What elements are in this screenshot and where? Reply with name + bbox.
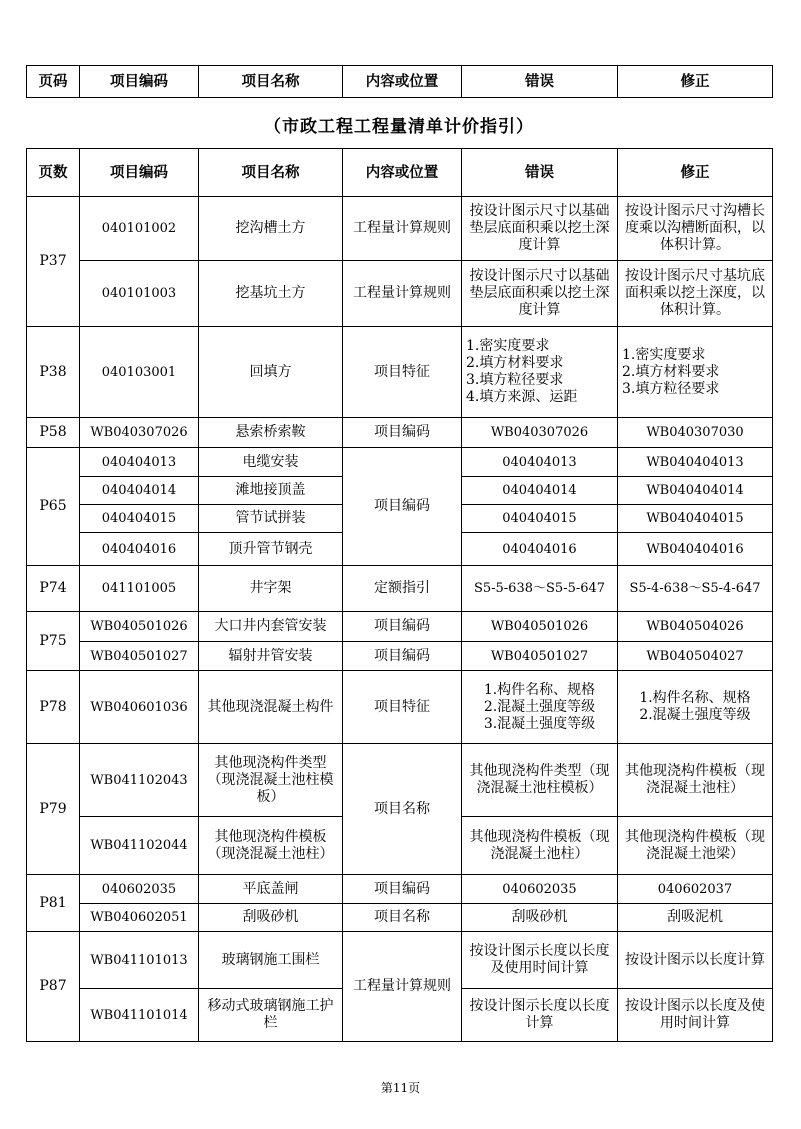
code-cell: WB040307026: [80, 418, 199, 448]
error-cell: WB040501027: [462, 642, 618, 671]
name-cell: 其他现浇混凝土构件: [199, 671, 343, 744]
fix-cell: 按设计图示以长度及使用时间计算: [618, 989, 773, 1042]
position-cell: 项目编码: [343, 642, 462, 671]
error-line: 2.混凝土强度等级: [483, 698, 596, 715]
col-fix: 修正: [618, 149, 773, 197]
position-cell: 工程量计算规则: [343, 932, 462, 1042]
error-cell: 其他现浇构件模板（现浇混凝土池柱）: [462, 817, 618, 875]
fix-line: 2.填方材料要求: [622, 363, 720, 380]
code-cell: WB040501026: [80, 612, 199, 642]
position-cell: 项目编码: [343, 418, 462, 448]
error-cell: 按设计图示尺寸以基础垫层底面积乘以挖土深度计算: [462, 197, 618, 261]
table-row: [27, 875, 773, 904]
page-cell: P37: [27, 197, 80, 327]
error-line: 3.填方粒径要求: [466, 372, 564, 388]
col-item-name: 项目名称: [199, 149, 343, 197]
fix-line: 3.填方粒径要求: [622, 380, 720, 397]
table-row: [27, 418, 773, 448]
page-cell: P75: [27, 612, 80, 671]
header-row: [27, 66, 773, 98]
error-cell: [462, 671, 618, 744]
col-error: 错误: [462, 149, 618, 197]
fix-cell: WB040504027: [618, 642, 773, 671]
code-cell: 040404016: [80, 533, 199, 566]
code-cell: WB041102044: [80, 817, 199, 875]
position-cell: 项目编码: [343, 612, 462, 642]
fix-cell: 按设计图示尺寸沟槽长度乘以沟槽断面积，以体积计算。: [618, 197, 773, 261]
table-row: [27, 671, 773, 744]
name-cell: 井字架: [199, 566, 343, 612]
error-cell: 按设计图示尺寸以基础垫层底面积乘以挖土深度计算: [462, 261, 618, 327]
code-cell: WB040601036: [80, 671, 199, 744]
fix-cell: 其他现浇构件模板（现浇混凝土池柱）: [618, 744, 773, 817]
col-page-code: 页码: [27, 66, 80, 98]
fix-cell: 其他现浇构件模板（现浇混凝土池梁）: [618, 817, 773, 875]
error-line: 1.构件名称、规格: [483, 681, 596, 698]
error-cell: [462, 327, 618, 418]
fix-cell: [618, 671, 773, 744]
table-row: [27, 261, 773, 327]
name-cell: 回填方: [199, 327, 343, 418]
header-table: [26, 65, 773, 98]
fix-cell: 按设计图示以长度计算: [618, 932, 773, 989]
fix-cell: WB040404016: [618, 533, 773, 566]
name-cell: 其他现浇构件模板（现浇混凝土池柱）: [199, 817, 343, 875]
table-row: [27, 932, 773, 989]
col-error: 错误: [462, 66, 618, 98]
error-line: 3.混凝土强度等级: [483, 715, 596, 732]
fix-cell: 040602037: [618, 875, 773, 904]
code-cell: WB041101014: [80, 989, 199, 1042]
page-cell: P78: [27, 671, 80, 744]
error-cell: WB040501026: [462, 612, 618, 642]
col-item-code: 项目编码: [80, 149, 199, 197]
table-row: [27, 448, 773, 477]
error-cell: 按设计图示长度以长度及使用时间计算: [462, 932, 618, 989]
code-cell: WB041102043: [80, 744, 199, 817]
table-row: [27, 566, 773, 612]
col-item-code: 项目编码: [80, 66, 199, 98]
code-cell: 040103001: [80, 327, 199, 418]
fix-line: 1.构件名称、规格: [639, 690, 751, 706]
table-row: [27, 612, 773, 642]
fix-cell: WB040404013: [618, 448, 773, 477]
table-row: [27, 904, 773, 932]
name-cell: 其他现浇构件类型（现浇混凝土池柱模板）: [199, 744, 343, 817]
table-row: [27, 327, 773, 418]
name-cell: 管节试拼装: [199, 505, 343, 533]
code-cell: 040404014: [80, 477, 199, 505]
position-cell: 定额指引: [343, 566, 462, 612]
fix-cell: WB040404015: [618, 505, 773, 533]
name-cell: 滩地接顶盖: [199, 477, 343, 505]
fix-cell: WB040307030: [618, 418, 773, 448]
header-row: [27, 149, 773, 197]
page-number: 第11页: [380, 1081, 421, 1095]
error-cell: WB040307026: [462, 418, 618, 448]
fix-cell: 按设计图示尺寸基坑底面积乘以挖土深度，以体积计算。: [618, 261, 773, 327]
name-cell: 玻璃钢施工围栏: [199, 932, 343, 989]
page-cell: P79: [27, 744, 80, 875]
col-fix: 修正: [618, 66, 773, 98]
name-cell: 顶升管节钢壳: [199, 533, 343, 566]
name-cell: 电缆安装: [199, 448, 343, 477]
name-cell: 移动式玻璃钢施工护栏: [199, 989, 343, 1042]
position-cell: 项目编码: [343, 448, 462, 566]
error-cell: 按设计图示长度以长度计算: [462, 989, 618, 1042]
position-cell: 项目特征: [343, 327, 462, 418]
name-cell: 平底盖闸: [199, 875, 343, 904]
section-title: （市政工程工程量清单计价指引）: [264, 117, 534, 137]
page-cell: P87: [27, 932, 80, 1042]
col-item-name: 项目名称: [199, 66, 343, 98]
col-position: 内容或位置: [343, 66, 462, 98]
errata-table: [26, 148, 773, 1042]
code-cell: WB040602051: [80, 904, 199, 932]
col-position: 内容或位置: [343, 149, 462, 197]
code-cell: 040101002: [80, 197, 199, 261]
error-line: 1.密实度要求: [466, 338, 550, 354]
error-line: 4.填方来源、运距: [466, 389, 578, 405]
table-row: [27, 642, 773, 671]
table-row: [27, 197, 773, 261]
col-page: 页数: [27, 149, 80, 197]
position-cell: 工程量计算规则: [343, 261, 462, 327]
error-cell: 040404013: [462, 448, 618, 477]
position-cell: 项目名称: [343, 904, 462, 932]
page-cell: P65: [27, 448, 80, 566]
position-cell: 项目名称: [343, 744, 462, 875]
fix-cell: [618, 327, 773, 418]
page-cell: P58: [27, 418, 80, 448]
position-cell: 项目特征: [343, 671, 462, 744]
name-cell: 悬索桥索鞍: [199, 418, 343, 448]
error-cell: 刮吸砂机: [462, 904, 618, 932]
name-cell: 挖基坑土方: [199, 261, 343, 327]
page-cell: P38: [27, 327, 80, 418]
code-cell: 040404013: [80, 448, 199, 477]
fix-cell: 刮吸泥机: [618, 904, 773, 932]
fix-line: 1.密实度要求: [622, 346, 706, 363]
name-cell: 辐射井管安装: [199, 642, 343, 671]
page-cell: P74: [27, 566, 80, 612]
code-cell: WB040501027: [80, 642, 199, 671]
position-cell: 项目编码: [343, 875, 462, 904]
error-cell: 040404014: [462, 477, 618, 505]
error-cell: 040602035: [462, 875, 618, 904]
error-cell: 其他现浇构件类型（现浇混凝土池柱模板）: [462, 744, 618, 817]
code-cell: 040101003: [80, 261, 199, 327]
code-cell: WB041101013: [80, 932, 199, 989]
fix-cell: S5-4-638～S5-4-647: [618, 566, 773, 612]
error-cell: 040404015: [462, 505, 618, 533]
error-line: 2.填方材料要求: [466, 355, 564, 371]
table-row: [27, 744, 773, 817]
fix-cell: WB040504026: [618, 612, 773, 642]
name-cell: 大口井内套管安装: [199, 612, 343, 642]
error-cell: 040404016: [462, 533, 618, 566]
code-cell: 040602035: [80, 875, 199, 904]
error-cell: S5-5-638～S5-5-647: [462, 566, 618, 612]
position-cell: 工程量计算规则: [343, 197, 462, 261]
fix-line: 2.混凝土强度等级: [639, 707, 751, 723]
name-cell: 挖沟槽土方: [199, 197, 343, 261]
code-cell: 041101005: [80, 566, 199, 612]
fix-cell: WB040404014: [618, 477, 773, 505]
name-cell: 刮吸砂机: [199, 904, 343, 932]
code-cell: 040404015: [80, 505, 199, 533]
page-cell: P81: [27, 875, 80, 932]
